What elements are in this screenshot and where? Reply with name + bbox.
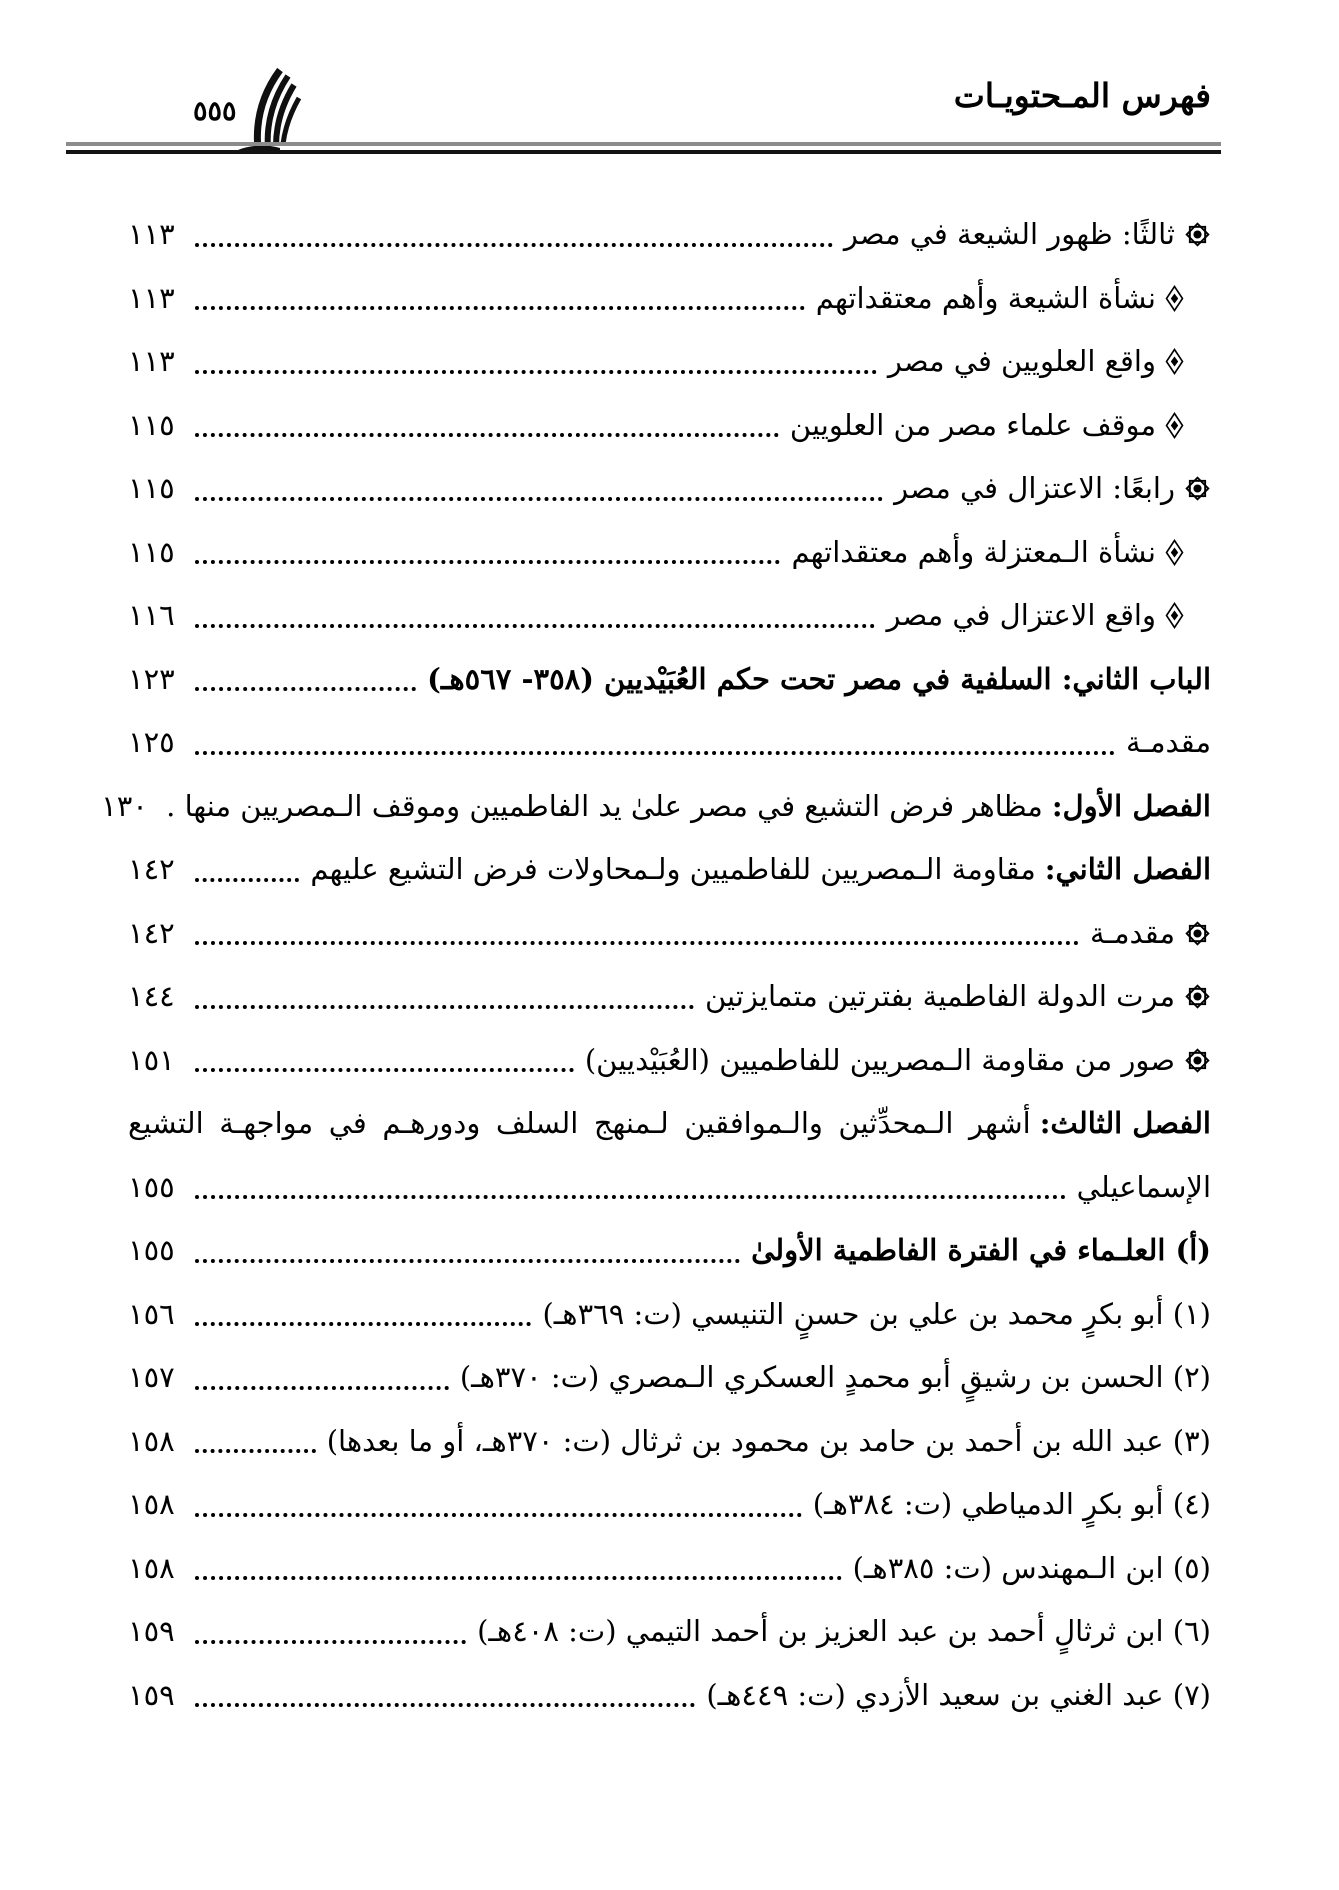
toc-entry	[128, 1219, 1211, 1283]
entry-title: (٦) ابن ثرثالٍ أحمد بن عبد العزيز بن أحمد التيمي (ت: ٤٠٨هـ)	[477, 1614, 1211, 1649]
dotted-leader	[195, 560, 780, 564]
entry-bullet	[1184, 920, 1211, 947]
dotted-leader	[195, 370, 877, 374]
entry-page-number: ١٢٣	[128, 661, 175, 696]
diamond-bullet-icon	[1165, 412, 1184, 439]
entry-title: (٧) عبد الغني بن سعيد الأزدي (ت: ٤٤٩هـ)	[706, 1677, 1211, 1712]
entry-title: مظاهر فرض التشيع في مصر علىٰ يد الفاطميين وموقف الـمصريين منها .	[166, 788, 1043, 823]
toc-entry	[128, 394, 1211, 458]
entry-bullet	[1165, 602, 1184, 629]
entry-title: مقدمـة	[1089, 915, 1175, 950]
star-bullet-icon	[1184, 983, 1211, 1010]
entry-page-number: ١٥٩	[128, 1614, 175, 1649]
entry-title: موقف علماء مصر من العلويين	[789, 407, 1156, 442]
header-rule-top	[66, 142, 1221, 146]
entry-title: (٤) أبو بكرٍ الدمياطي (ت: ٣٨٤هـ)	[812, 1487, 1211, 1522]
toc-entry	[128, 648, 1211, 712]
entry-bullet	[1165, 539, 1184, 566]
entry-title: مرت الدولة الفاطمية بفترتين متمايزتين	[704, 979, 1175, 1014]
dotted-leader	[195, 1068, 574, 1072]
dotted-leader	[195, 624, 875, 628]
entry-title: أشهر الـمحدِّثين والـموافقين لـمنهج السلف ودورهـم في مواجهـة التشيع	[128, 1106, 1031, 1141]
entry-title: (١) أبو بكرٍ محمد بن علي بن حسنٍ التنيسي (ت: ٣٦٩هـ)	[542, 1296, 1211, 1331]
diamond-bullet-icon	[1165, 539, 1184, 566]
entry-page-number: ١٤٤	[128, 979, 175, 1014]
page-header	[0, 0, 1339, 160]
dotted-leader	[195, 1640, 466, 1644]
entry-title: (أ) العلـماء في الفترة الفاطمية الأولىٰ	[751, 1233, 1211, 1268]
entry-page-number: ١١٣	[128, 217, 175, 252]
entry-title: نشأة الشيعة وأهم معتقداتهم	[815, 280, 1156, 315]
diamond-bullet-icon	[1165, 602, 1184, 629]
toc-entry	[128, 711, 1211, 775]
toc-entry	[128, 267, 1211, 331]
dotted-leader	[195, 243, 833, 247]
star-bullet-icon	[1184, 920, 1211, 947]
entry-page-number: ١٥٧	[128, 1360, 175, 1395]
dotted-leader	[195, 1449, 316, 1453]
entry-title: صور من مقاومة الـمصريين للفاطميين (العُبَيْديين)	[584, 1042, 1175, 1077]
entry-page-number: ١١٣	[128, 280, 175, 315]
toc-entry	[128, 203, 1211, 267]
entry-page-number: ١٢٥	[128, 725, 175, 760]
entry-bullet	[1184, 221, 1211, 248]
toc-entry	[128, 1029, 1211, 1093]
entry-title: (٥) ابن الـمهندس (ت: ٣٨٥هـ)	[852, 1550, 1211, 1585]
dotted-leader	[195, 497, 883, 501]
toc-list	[101, 203, 1211, 1727]
dotted-leader	[195, 1005, 694, 1009]
toc-entry	[128, 1537, 1211, 1601]
entry-title: واقع العلويين في مصر	[887, 344, 1156, 379]
entry-title: الإسماعيلي	[1076, 1169, 1211, 1204]
dotted-leader	[195, 1386, 449, 1390]
toc-entry	[128, 1600, 1211, 1664]
entry-title: واقع الاعتزال في مصر	[886, 598, 1156, 633]
toc-entry	[128, 1346, 1211, 1410]
dotted-leader	[195, 1195, 1066, 1199]
entry-page-number: ١٥١	[128, 1042, 175, 1077]
entry-bullet	[1184, 1047, 1211, 1074]
entry-bold-label: الفصل الأول:	[1051, 788, 1211, 823]
entry-page-number: ١٥٩	[128, 1677, 175, 1712]
entry-title: (٣) عبد الله بن أحمد بن حامد بن محمود بن ثرثال (ت: ٣٧٠هـ، أو ما بعدها)	[326, 1423, 1211, 1458]
entry-bullet	[1184, 983, 1211, 1010]
entry-bullet	[1165, 348, 1184, 375]
entry-bullet	[1184, 475, 1211, 502]
dotted-leader	[195, 1322, 531, 1326]
entry-page-number: ١٤٢	[128, 915, 175, 950]
entry-title: نشأة الـمعتزلة وأهم معتقداتهم	[791, 534, 1156, 569]
dotted-leader	[195, 433, 779, 437]
star-bullet-icon	[1184, 1047, 1211, 1074]
toc-entry	[128, 330, 1211, 394]
entry-page-number: ١١٥	[128, 534, 175, 569]
dotted-leader	[195, 878, 299, 882]
entry-title: ثالثًا: ظهور الشيعة في مصر	[843, 217, 1175, 252]
entry-title: مقاومة الـمصريين للفاطميين ولـمحاولات فرض التشيع عليهم	[310, 852, 1036, 887]
dotted-leader	[195, 1576, 842, 1580]
toc-entry	[128, 1092, 1211, 1156]
entry-page-number: ١٥٨	[128, 1550, 175, 1585]
toc-entry	[101, 775, 1211, 839]
entry-bullet	[1165, 412, 1184, 439]
dotted-leader	[195, 1259, 740, 1263]
entry-page-number: ١٥٨	[128, 1487, 175, 1522]
toc-entry	[128, 902, 1211, 966]
diamond-bullet-icon	[1165, 348, 1184, 375]
entry-page-number: ١١٦	[128, 598, 175, 633]
toc-entry	[128, 1283, 1211, 1347]
dotted-leader	[195, 1703, 695, 1707]
entry-page-number: ١٤٢	[128, 852, 175, 887]
entry-page-number: ١٥٥	[128, 1169, 175, 1204]
entry-title: (٢) الحسن بن رشيقٍ أبو محمدٍ العسكري الـمصري (ت: ٣٧٠هـ)	[459, 1360, 1211, 1395]
entry-page-number: ١٥٨	[128, 1423, 175, 1458]
toc-entry	[128, 965, 1211, 1029]
toc-entry	[128, 1156, 1211, 1220]
entry-page-number: ١٥٦	[128, 1296, 175, 1331]
entry-title: الباب الثاني: السلفية في مصر تحت حكم العُبَيْديين (٣٥٨- ٥٦٧هـ)	[427, 661, 1211, 696]
entry-title: رابعًا: الاعتزال في مصر	[894, 471, 1175, 506]
star-bullet-icon	[1184, 221, 1211, 248]
toc-entry	[128, 838, 1211, 902]
entry-page-number: ١٥٥	[128, 1233, 175, 1268]
entry-bullet	[1165, 285, 1184, 312]
entry-title: مقدمـة	[1125, 725, 1211, 760]
toc-entry	[128, 521, 1211, 585]
dotted-leader	[195, 1513, 802, 1517]
page-number: ٥٥٥	[193, 96, 237, 127]
dotted-leader	[195, 687, 416, 691]
toc-entry	[128, 1664, 1211, 1728]
dotted-leader	[195, 306, 805, 310]
entry-bold-label: الفصل الثاني:	[1044, 852, 1211, 887]
star-bullet-icon	[1184, 475, 1211, 502]
toc-entry	[128, 457, 1211, 521]
dotted-leader	[195, 751, 1115, 755]
entry-bold-label: الفصل الثالث:	[1039, 1106, 1211, 1141]
entry-page-number: ١١٣	[128, 344, 175, 379]
diamond-bullet-icon	[1165, 285, 1184, 312]
header-rule-bottom	[66, 150, 1221, 154]
entry-page-number: ١٣٠	[101, 788, 148, 823]
page-title: فهرس المـحتويـات	[953, 76, 1211, 115]
dotted-leader	[195, 941, 1079, 945]
toc-entry	[128, 1410, 1211, 1474]
entry-page-number: ١١٥	[128, 407, 175, 442]
toc-entry	[128, 584, 1211, 648]
entry-page-number: ١١٥	[128, 471, 175, 506]
toc-entry	[128, 1473, 1211, 1537]
